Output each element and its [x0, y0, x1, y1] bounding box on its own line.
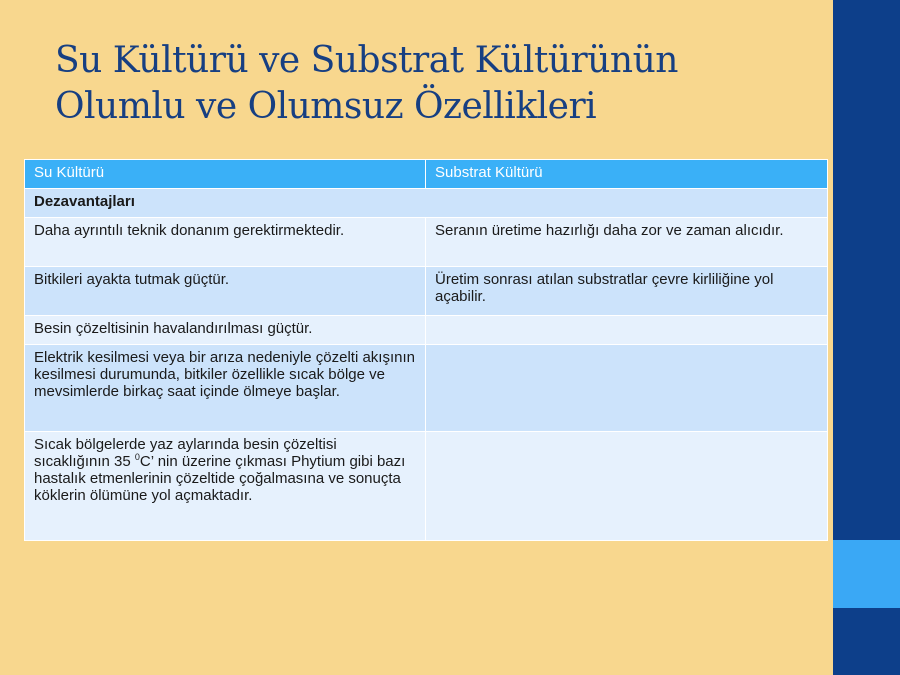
section-row: [25, 189, 828, 218]
table-cell: [426, 432, 828, 541]
header-water-culture: Su Kültürü: [25, 160, 426, 189]
table-cell: Besin çözeltisinin havalandırılması güçtür.: [25, 316, 426, 345]
table-cell: Üretim sonrası atılan substratlar çevre kirliliğine yol açabilir.: [426, 267, 828, 316]
table-row: [25, 267, 828, 316]
table-cell: Daha ayrıntılı teknik donanım gerektirmektedir.: [25, 218, 426, 267]
table-cell: [25, 432, 426, 541]
table-row: [25, 316, 828, 345]
cell-text-after: C’ nin üzerine çıkması Phytium gibi bazı hastalık etmenlerinin çözeltide çoğalmasına ve sonuçta köklerin ölümüne yol açmaktadır.: [34, 453, 406, 504]
section-disadvantages: Dezavantajları: [25, 189, 828, 218]
comparison-table: [24, 159, 828, 541]
table-row: [25, 345, 828, 432]
slide-title: Su Kültürü ve Substrat Kültürünün Olumlu ve Olumsuz Özellikleri: [55, 40, 678, 127]
table-row: [25, 432, 828, 541]
table-cell: [426, 316, 828, 345]
table-row: [25, 218, 828, 267]
header-substrate-culture: Substrat Kültürü: [426, 160, 828, 189]
table-cell: Elektrik kesilmesi veya bir arıza nedeniyle çözelti akışının kesilmesi durumunda, bitkiler özellikle sıcak bölge ve mevsimlerde birkaç saat içinde ölmeye başlar.: [25, 345, 426, 432]
table-cell: [426, 345, 828, 432]
cell-text-before: Sıcak bölgelerde yaz aylarında besin çözeltisi sıcaklığının 35: [34, 436, 337, 470]
side-accent-block: [833, 540, 900, 608]
table-cell: Seranın üretime hazırlığı daha zor ve zaman alıcıdır.: [426, 218, 828, 267]
table-header-row: [25, 160, 828, 189]
table-cell: Bitkileri ayakta tutmak güçtür.: [25, 267, 426, 316]
superscript-zero: 0: [134, 452, 140, 462]
